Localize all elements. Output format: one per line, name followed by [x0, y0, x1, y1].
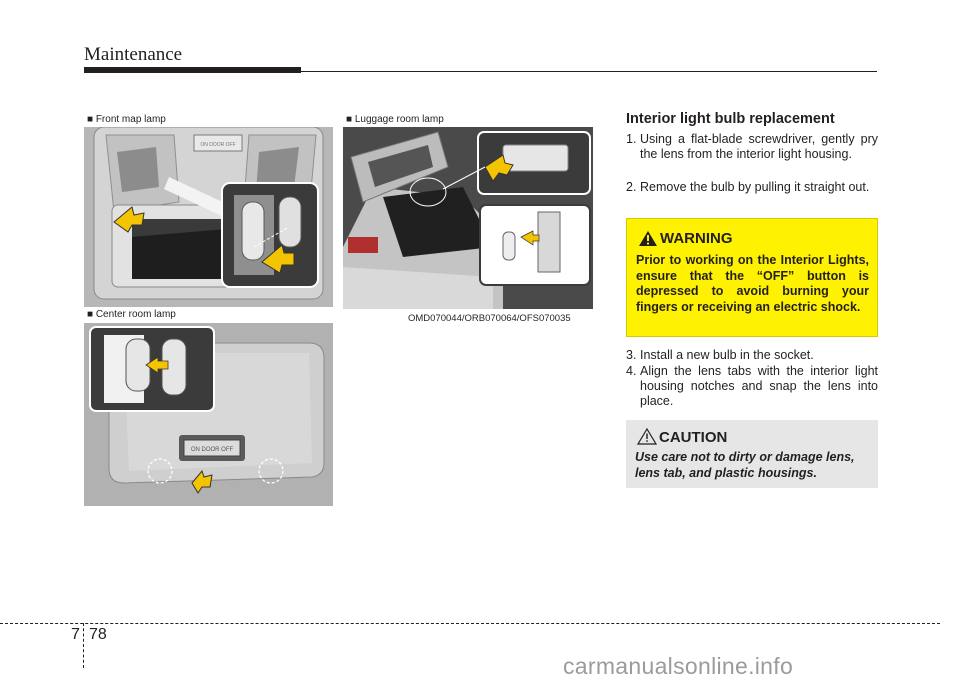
caution-box — [626, 420, 878, 488]
step-3-text: Install a new bulb in the socket. — [640, 348, 814, 362]
warning-title: WARNING — [660, 230, 733, 247]
step-1-number: 1. — [626, 132, 637, 146]
caution-title: CAUTION — [659, 429, 728, 446]
center-room-lamp-figure — [84, 323, 333, 506]
step-1 — [626, 132, 878, 162]
step-2 — [626, 180, 878, 195]
luggage-room-lamp-figure — [343, 127, 593, 309]
footer-dashed-rule — [0, 623, 940, 624]
caution-body: Use care not to dirty or damage lens, lens tab, and plastic housings. — [635, 450, 855, 480]
warning-body: Prior to working on the Interior Lights, ensure that the “OFF” button is depressed to avoid burning your fingers or receiving an electric shock. — [636, 253, 869, 314]
center-room-lamp-label: ■ Center room lamp — [87, 309, 176, 320]
step-4-text: Align the lens tabs with the interior light housing notches and snap the lens into place. — [640, 364, 878, 408]
page-number: 78 — [89, 626, 107, 643]
warning-triangle-icon — [638, 230, 658, 247]
header-rule-thick — [84, 67, 301, 73]
step-3-number: 3. — [626, 348, 637, 362]
step-2-number: 2. — [626, 180, 637, 194]
front-map-lamp-figure — [84, 127, 333, 307]
watermark: carmanualsonline.info — [563, 653, 794, 679]
front-map-lamp-label: ■ Front map lamp — [87, 114, 166, 125]
footer-vertical-dashed-rule — [83, 623, 84, 668]
chapter-number: 7 — [71, 626, 80, 643]
step-4 — [626, 364, 878, 409]
step-4-number: 4. — [626, 364, 637, 378]
figure-code-caption: OMD070044/ORB070064/OFS070035 — [408, 313, 571, 324]
caution-triangle-icon — [637, 428, 657, 445]
section-heading: Interior light bulb replacement — [626, 111, 835, 127]
header-rule-thin — [84, 71, 877, 72]
warning-box — [626, 218, 878, 337]
step-2-text: Remove the bulb by pulling it straight out. — [640, 180, 870, 194]
section-title: Maintenance — [84, 44, 183, 65]
step-1-text: Using a flat-blade screwdriver, gently pry the lens from the interior light housing. — [640, 132, 878, 161]
switch-label-front: ON DOOR OFF — [200, 142, 236, 148]
luggage-room-lamp-label: ■ Luggage room lamp — [346, 114, 444, 125]
switch-label-center: ON DOOR OFF — [190, 447, 234, 453]
step-3 — [626, 348, 878, 363]
